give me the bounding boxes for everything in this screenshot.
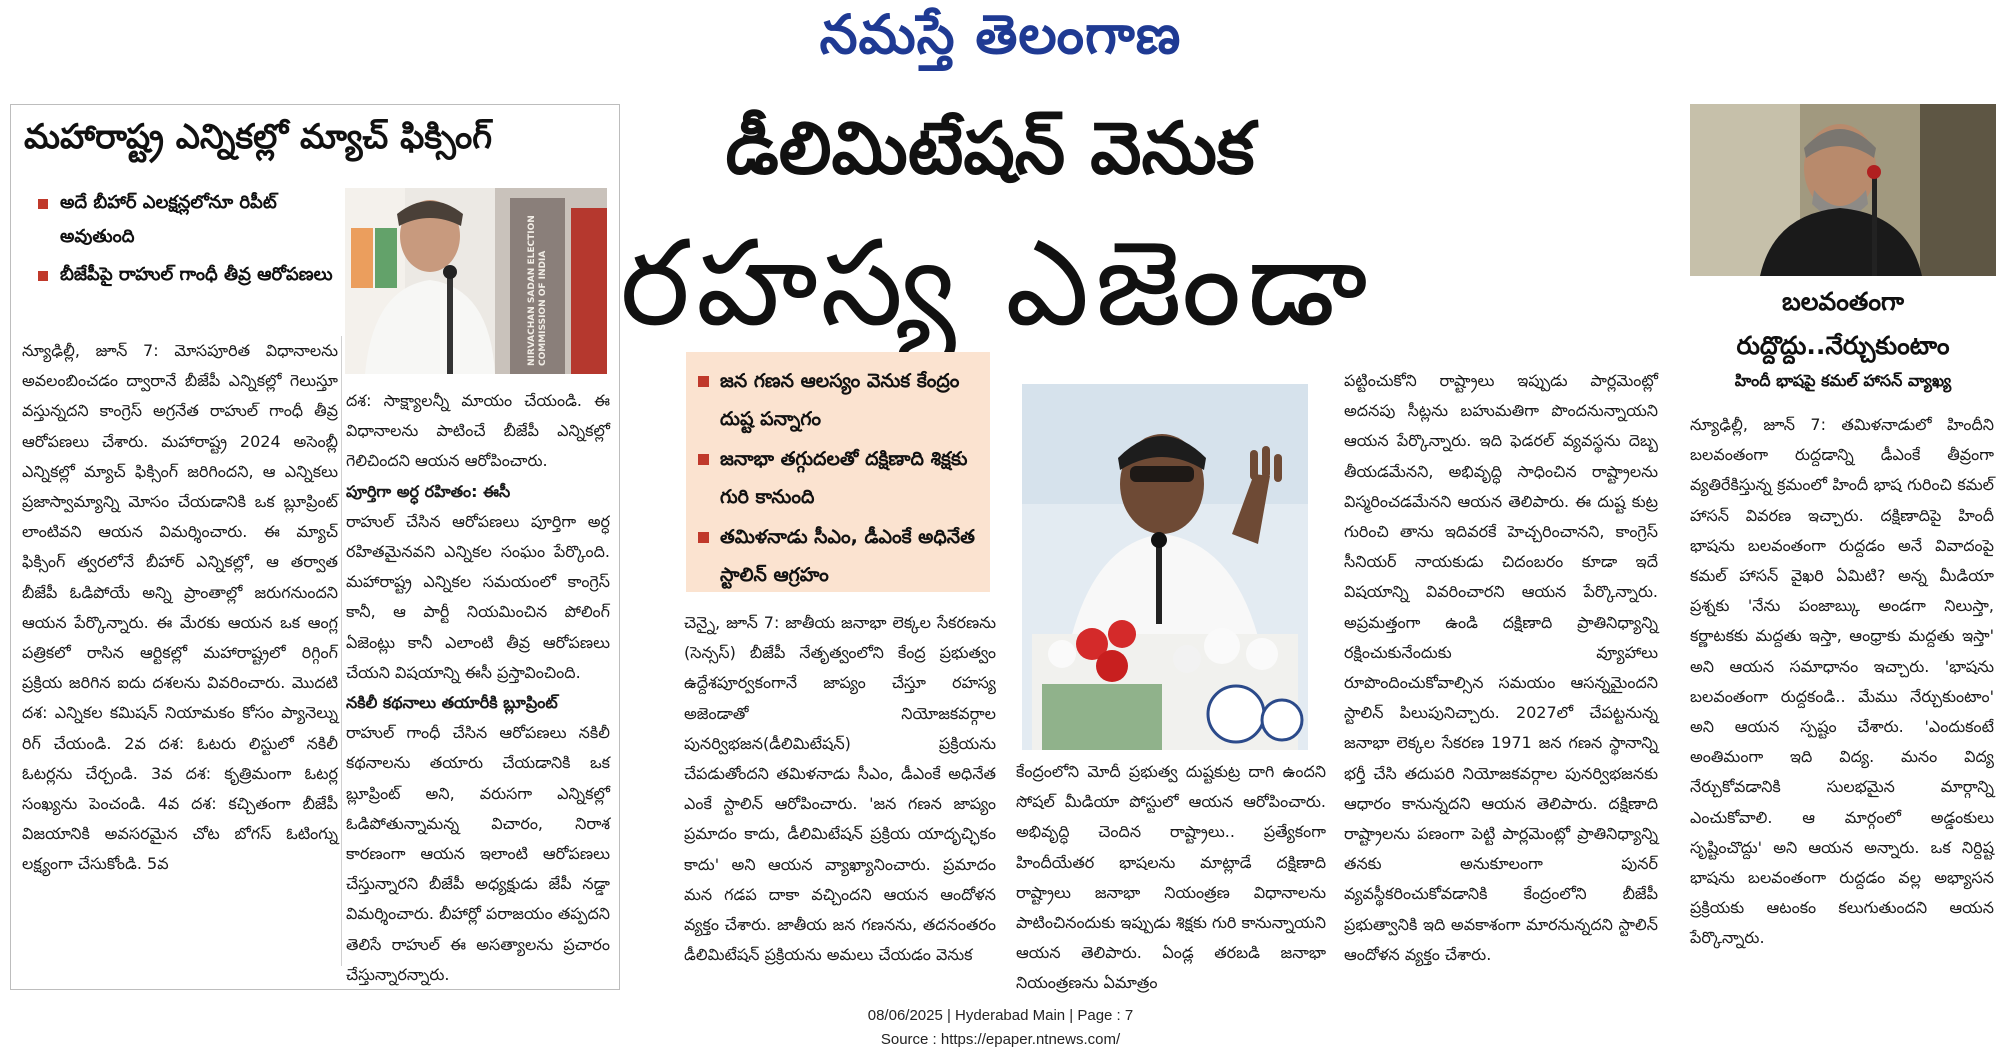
main-story-body-3: పట్టించుకోని రాష్ట్రాలు ఇప్పుడు పార్లమెంట్లో అదనపు సీట్లను బహుమతిగా పొందనున్నాయని ఆయన పేర్కొన్నారు. ఇది ఫెడరల్ వ్యవస్థను దెబ్బ తీయడమేనని, అభివృద్ధి సాధించిన రాష్ట్రాలను విస్మరించడమేనని ఆయన తెలిపారు. ఈ దుష్ట కుట్ర గురించి తాను ఇదివరకే హెచ్చరించానని, కాంగ్రెస్ సీనియర్ నాయకుడు చిదంబరం కూడా ఇదే విషయాన్ని వివరించారని ఆయన పేర్కొన్నారు. అప్రమత్తంగా ఉండి దక్షిణాది ప్రాతినిధ్యాన్ని రక్షించుకునేందుకు వ్యూహాలు రూపొందించుకోవాల్సిన సమయం ఆసన్నమైందని స్టాలిన్ పిలుపునిచ్చారు. 2027లో చేపట్టనున్న జనాభా లెక్కల సేకరణ 1971 జన గణన స్థానాన్ని భర్తీ చేసి తదుపరి నియోజకవర్గాల పునర్విభజనకు ఆధారం కానున్నదని ఆయన తెలిపారు. దక్షిణాది రాష్ట్రాలను పణంగా పెట్టి పార్లమెంట్లో ప్రాతినిధ్యాన్ని తనకు అనుకూలంగా పునర్ వ్యవస్థీకరించుకోవడానికి కేంద్రంలోని బీజేపీ ప్రభుత్వానికి ఇది అవకాశంగా మారనున్నదని స్టాలిన్ ఆందోళన వ్యక్తం చేశారు. — [1344, 371, 1658, 964]
right-story-body: న్యూఢిల్లీ, జూన్ 7: తమిళనాడులో హిందీని బలవంతంగా రుద్దడాన్ని డీఎంకే తీవ్రంగా వ్యతిరేకిస్తున్న క్రమంలో హిందీ భాష గురించి కమల్ హాసన్ వివరణ ఇచ్చారు. దక్షిణాదిపై హిందీ భాషను బలవంతంగా రుద్దడం అనే వివాదంపై కమల్ హాసన్ వైఖరి ఏమిటి? అన్న మీడియా ప్రశ్నకు 'నేను పంజాబ్కు అండగా నిలుస్తా, కర్ణాటకకు మద్దతు ఇస్తా, ఆంధ్రాకు మద్దతు ఇస్తా' అని ఆయన సమాధానం ఇచ్చారు. 'భాషను బలవంతంగా రుద్దకండి.. మేము నేర్చుకుంటాం' అని ఆయన స్పష్టం చేశారు. 'ఎందుకంటే అంతిమంగా ఇది విద్య. మనం విద్య నేర్చుకోవడానికి సులభమైన మార్గాన్ని ఎంచుకోవాలి. ఆ మార్గంలో అడ్డంకులు సృష్టించొద్దు' అని ఆయన అన్నారు. ఒక నిర్దిష్ట భాషను బలవంతంగా రుద్దడం వల్ల అభ్యాసన ప్రక్రియకు ఆటంకం కలుగుతుందని ఆయన పేర్కొన్నారు. — [1690, 415, 1994, 948]
main-bullet-3: తమిళనాడు సీఎం, డీఎంకే అధినేత స్టాలిన్ ఆగ్రహం — [694, 518, 982, 594]
stalin-photo — [1022, 384, 1308, 750]
election-commission-sign: NIRVACHAN SADAN ELECTION COMMISSION OF INDIA — [527, 215, 548, 366]
left-story-subhead-blueprint: నకిలీ కథనాలు తయారీకి బ్లూప్రింట్ — [346, 693, 558, 713]
masthead-logo: నమస్తే తెలంగాణ — [819, 2, 1182, 66]
kamal-photo-illustration — [1690, 104, 1996, 276]
left-bullet-1: అదే బీహార్ ఎలక్షన్లలోనూ రిపీట్ అవుతుంది — [36, 186, 336, 254]
main-story-body-2: కేంద్రంలోని మోదీ ప్రభుత్వ దుష్టకుట్ర దాగి ఉందని సోషల్ మీడియా పోస్టులో ఆయన ఆరోపించారు. అభివృద్ధి చెందిన రాష్ట్రాలు.. ప్రత్యేకంగా హిందీయేతర భాషలను మాట్లాడే దక్షిణాది రాష్ట్రాలు జనాభా నియంత్రణ విధానాలను పాటించినందుకు ఇప్పుడు శిక్షకు గురి కానున్నాయని ఆయన తెలిపారు. ఏండ్ల తరబడి జనాభా నియంత్రణను ఏమాత్రం — [1016, 762, 1326, 993]
source-link[interactable]: Source : https://epaper.ntnews.com/ — [880, 1031, 1121, 1048]
main-story-column-3 — [1344, 366, 1658, 978]
left-column-divider — [341, 336, 342, 966]
main-story-body-1: చెన్నై, జూన్ 7: జాతీయ జనాభా లెక్కల సేకరణను (సెన్సస్) బీజేపీ నేతృత్వంలోని కేంద్ర ప్రభుత్వం ఉద్దేశపూర్వకంగానే జాప్యం చేస్తూ రహస్య అజెండాతో నియోజకవర్గాల పునర్విభజన(డీలిమిటేషన్) ప్రక్రియను చేపడుతోందని తమిళనాడు సీఎం, డీఎంకే అధినేత ఎంకే స్టాలిన్ ఆరోపించారు. 'జన గణన జాప్యం ప్రమాదం కాదు, డీలిమిటేషన్ ప్రక్రియ యాదృచ్ఛికం కాదు' అని ఆయన వ్యాఖ్యానించారు. ప్రమాదం మన గడప దాకా వచ్చిందని ఆయన ఆందోళన వ్యక్తం చేశారు. జాతీయ జన గణనను, తదనంతరం డీలిమిటేషన్ ప్రక్రియను అమలు చేయడం వెనుక — [684, 613, 996, 965]
left-story-body-1: న్యూఢిల్లీ, జూన్ 7: మోసపూరిత విధానాలను అవలంబించడం ద్వారానే బీజేపీ ఎన్నికల్లో గెలుస్తూ వస్తున్నదని కాంగ్రెస్ అగ్రనేత రాహుల్ గాంధీ తీవ్ర ఆరోపణలు చేశారు. మహారాష్ట్ర 2024 అసెంబ్లీ ఎన్నికల్లో మ్యాచ్ ఫిక్సింగ్ జరిగిందని, ఆ ఎన్నికలు ప్రజాస్వామ్యాన్ని మోసం చేయడానికి ఒక బ్లూప్రింట్ లాంటివని ఆయన విమర్శించారు. ఈ మ్యాచ్ ఫిక్సింగ్ త్వరలోనే బీహార్ ఎన్నికల్లో, ఆ తర్వాత బీజేపీ ఓడిపోయే అన్ని ప్రాంతాల్లో జరుగనుందని ఆయన పేర్కొన్నారు. ఈ మేరకు ఆయన ఒక ఆంగ్ల పత్రికలో రాసిన ఆర్టికల్లో మహారాష్ట్రలో రిగ్గింగ్ ప్రక్రియ జరిగిన ఐదు దశలను వివరించారు. మొదటి దశ: ఎన్నికల కమిషన్ నియామకం కోసం ప్యానెల్ను రిగ్ చేయండి. 2వ దశ: ఓటరు లిస్టులో నకిలీ ఓటర్లను చేర్చండి. 3వ దశ: కృత్రిమంగా ఓటర్ల సంఖ్యను పెంచండి. 4వ దశ: కచ్చితంగా బీజేపీ విజయానికి అవసరమైన చోట బోగస్ ఓటింగ్ను లక్ష్యంగా చేసుకోండి. 5వ — [22, 341, 338, 874]
left-story-column-2 — [346, 386, 610, 984]
left-story-column-1 — [22, 336, 338, 976]
main-headline-line-2: రహస్య ఎజెండా — [620, 214, 1374, 352]
rahul-photo-illustration — [345, 188, 607, 374]
left-story-headline: మహారాష్ట్ర ఎన్నికల్లో మ్యాచ్ ఫిక్సింగ్ — [24, 117, 493, 157]
left-bullet-2: బీజేపీపై రాహుల్ గాంధీ తీవ్ర ఆరోపణలు — [36, 258, 336, 292]
main-story-column-2 — [1016, 757, 1326, 993]
main-story-highlights-box — [686, 352, 990, 592]
left-story-bullets — [36, 186, 336, 292]
left-story-col2-intro: దశ: సాక్ష్యాలన్నీ మాయం చేయండి. ఈ విధానాలను పాటించే బీజేపీ ఎన్నికల్లో గెలిచిందని ఆయన ఆరోపించారు. — [346, 391, 610, 471]
left-story-col2-paragraph-2: రాహుల్ గాంధీ చేసిన ఆరోపణలు నకిలీ కథనాలను తయారు చేయడానికి ఒక బ్లూప్రింట్ అని, వరుసగా ఎన్నికల్లో ఓడిపోతున్నామన్న విచారం, నిరాశ కారణంగా ఆయన ఇలాంటి ఆరోపణలు చేస్తున్నారని బీజేపీ అధ్యక్షుడు జేపీ నడ్డా విమర్శించారు. బీహార్లో పరాజయం తప్పదని తెలిసే రాహుల్ ఈ అసత్యాలను ప్రచారం చేస్తున్నారన్నారు. — [346, 723, 610, 984]
right-story-headline: బలవంతంగా రుద్దొద్దు..నేర్చుకుంటాం — [1736, 287, 1950, 360]
main-bullet-1: జన గణన ఆలస్యం వెనుక కేంద్రం దుష్ట పన్నాగం — [694, 362, 982, 438]
main-headline-line-1: డీలిమిటేషన్ వెనుక — [725, 106, 1255, 190]
stalin-photo-illustration — [1022, 384, 1308, 750]
left-story-subhead-ec: పూర్తిగా అర్ధ రహితం: ఈసీ — [346, 481, 511, 501]
right-story-column — [1690, 410, 1994, 980]
right-story-subhead: హిందీ భాషపై కమల్ హాసన్ వ్యాఖ్య — [1734, 371, 1952, 390]
edition-info: 08/06/2025 | Hyderabad Main | Page : 7 — [867, 1007, 1134, 1024]
main-story-column-1 — [684, 608, 996, 978]
rahul-gandhi-photo — [345, 188, 607, 374]
main-bullet-2: జనాభా తగ్గుదలతో దక్షిణాది శిక్షకు గురి కానుంది — [694, 440, 982, 516]
left-story-col2-paragraph-1: రాహుల్ చేసిన ఆరోపణలు పూర్తిగా అర్ధ రహితమైనవని ఎన్నికల సంఘం పేర్కొంది. మహారాష్ట్ర ఎన్నికల సమయంలో కాంగ్రెస్ కానీ, ఆ పార్టీ నియమించిన పోలింగ్ ఏజెంట్లు కానీ ఎలాంటి తీవ్ర ఆరోపణలు చేయని విషయాన్ని ఈసీ ప్రస్తావించింది. — [346, 511, 610, 682]
kamal-haasan-photo — [1690, 104, 1996, 276]
